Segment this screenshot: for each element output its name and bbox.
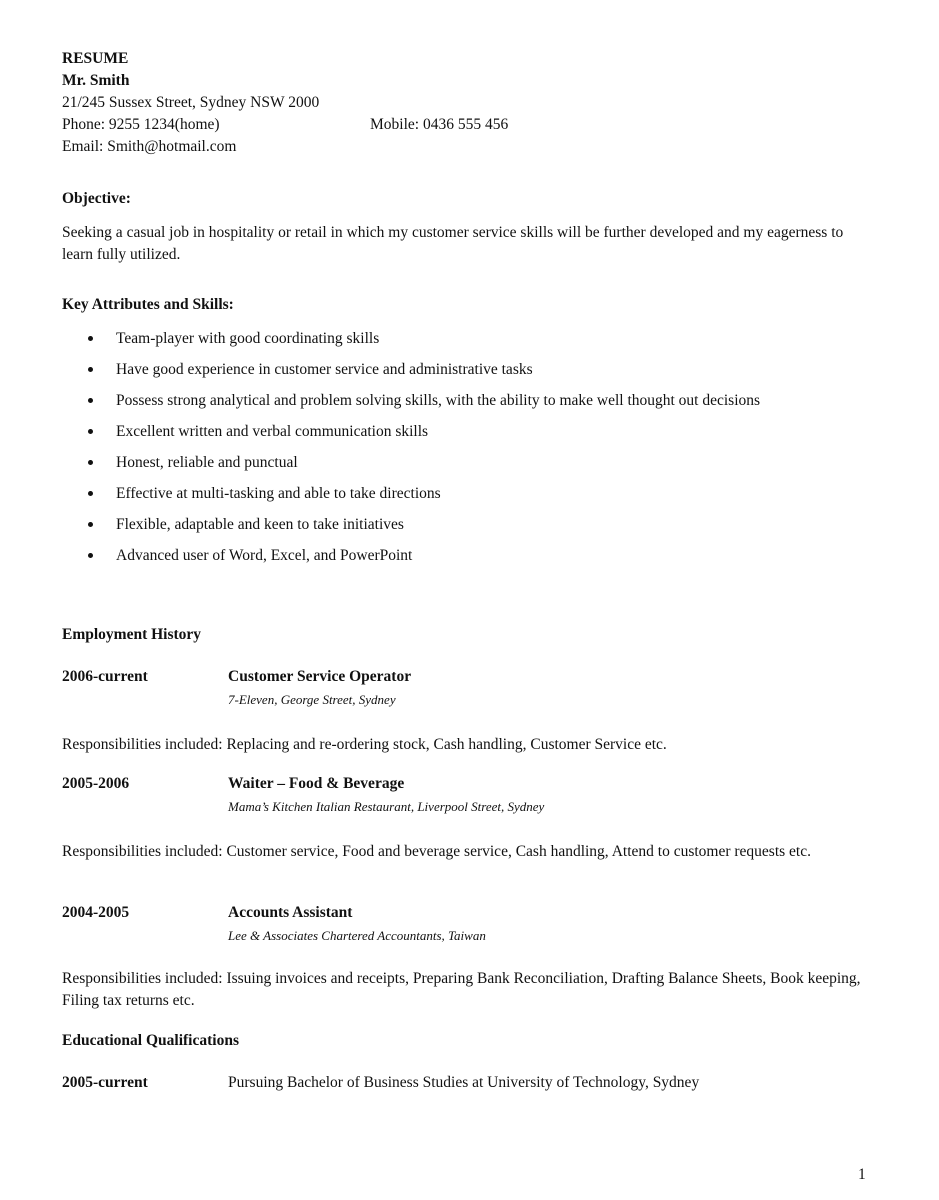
bullet-icon (88, 553, 93, 558)
job-employer: Mama’s Kitchen Italian Restaurant, Liverpool Street, Sydney (228, 799, 545, 814)
skills-list (88, 328, 828, 576)
applicant-address: 21/245 Sussex Street, Sydney NSW 2000 (62, 94, 320, 111)
applicant-name: Mr. Smith (62, 72, 130, 89)
education-text: Pursuing Bachelor of Business Studies at University of Technology, Sydney (228, 1074, 700, 1091)
job-title: Accounts Assistant (228, 904, 353, 921)
job-title: Customer Service Operator (228, 668, 412, 685)
objective-text: Seeking a casual job in hospitality or retail in which my customer service skills will be further developed and my eagerness to learn fully utilized. (62, 224, 844, 263)
skill-text: Have good experience in customer service and administrative tasks (116, 361, 533, 378)
bullet-icon (88, 460, 93, 465)
job-employer: Lee & Associates Chartered Accountants, Taiwan (228, 928, 486, 943)
skill-item (88, 545, 828, 566)
bullet-icon (88, 398, 93, 403)
job-title: Waiter – Food & Beverage (228, 775, 405, 792)
skill-text: Possess strong analytical and problem solving skills, with the ability to make well thought out decisions (116, 392, 761, 409)
job-responsibilities: Responsibilities included: Replacing and re-ordering stock, Cash handling, Customer Service etc. (62, 736, 667, 753)
skill-item (88, 452, 828, 473)
applicant-email: Email: Smith@hotmail.com (62, 138, 237, 155)
resume-title: RESUME (62, 50, 129, 67)
job-responsibilities: Responsibilities included: Issuing invoices and receipts, Preparing Bank Reconciliation, Drafting Balance Sheets, Book keeping, Filing tax returns etc. (62, 970, 861, 1009)
job-employer: 7-Eleven, George Street, Sydney (228, 692, 396, 707)
skill-text: Excellent written and verbal communication skills (116, 423, 429, 440)
skill-item (88, 421, 828, 442)
objective-heading: Objective: (62, 190, 131, 207)
page-number: 1 (858, 1166, 866, 1183)
skill-text: Advanced user of Word, Excel, and PowerPoint (116, 547, 413, 564)
skill-item (88, 328, 828, 349)
education-dates: 2005-current (62, 1074, 148, 1091)
bullet-icon (88, 522, 93, 527)
employment-heading: Employment History (62, 626, 202, 643)
job-dates: 2004-2005 (62, 904, 130, 921)
bullet-icon (88, 429, 93, 434)
skill-item (88, 483, 828, 504)
skill-text: Effective at multi-tasking and able to take directions (116, 485, 441, 502)
skill-item (88, 514, 828, 535)
skill-item (88, 390, 828, 411)
skill-text: Flexible, adaptable and keen to take initiatives (116, 516, 404, 533)
bullet-icon (88, 336, 93, 341)
skills-heading: Key Attributes and Skills: (62, 296, 234, 313)
applicant-phone: Phone: 9255 1234(home) (62, 116, 220, 133)
bullet-icon (88, 367, 93, 372)
job-dates: 2006-current (62, 668, 148, 685)
job-responsibilities: Responsibilities included: Customer service, Food and beverage service, Cash handling, Attend to customer requests etc. (62, 843, 811, 860)
skill-item (88, 359, 828, 380)
skill-text: Honest, reliable and punctual (116, 454, 298, 471)
applicant-mobile: Mobile: 0436 555 456 (370, 116, 509, 133)
education-heading: Educational Qualifications (62, 1032, 239, 1049)
job-dates: 2005-2006 (62, 775, 130, 792)
skill-text: Team-player with good coordinating skills (116, 330, 380, 347)
bullet-icon (88, 491, 93, 496)
